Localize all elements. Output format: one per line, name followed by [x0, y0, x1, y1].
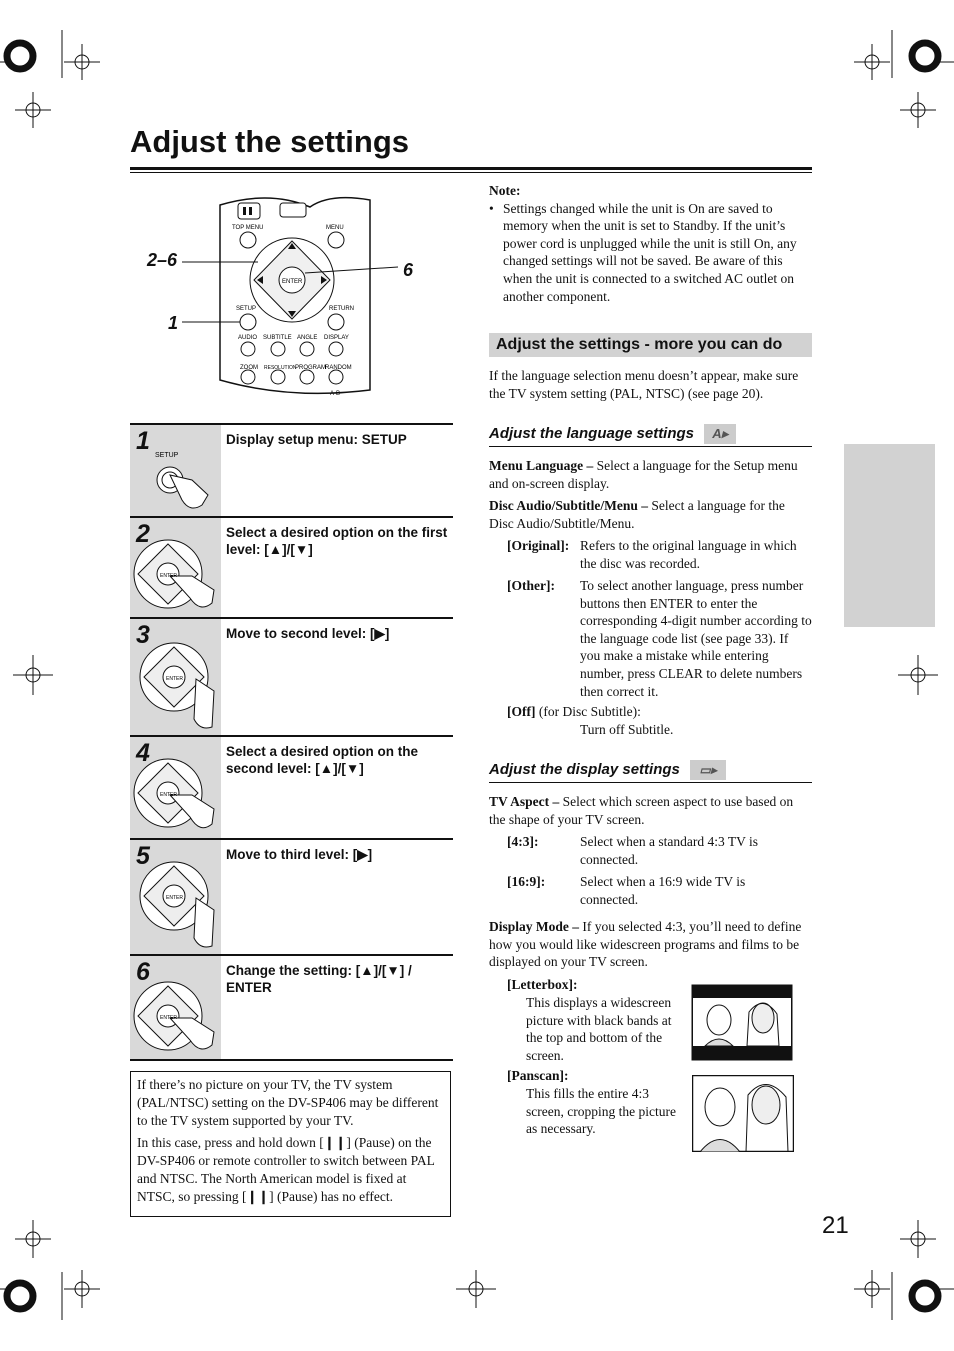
callout-six: 6	[403, 260, 414, 280]
callout-one: 1	[168, 313, 179, 333]
pal-ntsc-paragraph-1: If there’s no picture on your TV, the TV system (PAL/NTSC) setting on the DV-SP406 may be different to the TV system supported by your TV.	[137, 1077, 439, 1128]
zoom-label: ZOOM	[240, 365, 258, 371]
step-number: 4	[136, 739, 150, 767]
language-options	[489, 537, 812, 737]
pal-ntsc-paragraph-2: In this case, press and hold down [❙❙] (Pause) on the DV-SP406 or remote controller to switch between PAL and NTSC. The North American model is fixed at NTSC, so pressing [❙❙] (Pause) has no effect.	[137, 1135, 435, 1204]
aspect-169-text: Select when a 16:9 wide TV is connected.	[580, 874, 746, 907]
program-label: PROGRAM	[295, 365, 327, 371]
disc-audio-label: Disc Audio/Subtitle/Menu –	[489, 498, 649, 513]
menu-language-label: Menu Language –	[489, 458, 594, 473]
aspect-169-label: [16:9]:	[507, 874, 546, 889]
note-bullet-text: Settings changed while the unit is On are saved to memory when the unit is set to Standby. If the unit’s power cord is unplugged while the unit is still On, any changed settings will not be saved. Be aware of this when the unit is connected to a switched AC outlet on another component.	[503, 200, 797, 304]
random-label: RANDOM	[325, 365, 352, 371]
off-label: [Off]	[507, 704, 536, 719]
step-icon-label: SETUP	[155, 452, 179, 459]
step-icon-label: ENTER	[166, 676, 183, 682]
page-number: 21	[822, 1212, 849, 1239]
off-line	[507, 703, 641, 721]
aspect-43-text: Select when a standard 4:3 TV is connected.	[580, 834, 758, 867]
menu-label: MENU	[326, 225, 344, 231]
angle-label: ANGLE	[297, 335, 318, 341]
audio-label: AUDIO	[238, 335, 258, 341]
note-heading: Note:	[489, 183, 521, 198]
step-5	[130, 840, 453, 956]
menu-language-text: Select a language for the Setup menu and on-screen display.	[489, 458, 798, 491]
steps-table	[130, 423, 453, 1061]
step-icon-label: ENTER	[160, 1015, 177, 1021]
step-text: Select a desired option on the second level: [▲]/[▼]	[226, 744, 419, 776]
callout-range: 2–6	[147, 250, 178, 270]
tv-screen-icon: ▭▸	[690, 760, 726, 780]
other-label: [Other]:	[507, 578, 555, 593]
panscan-illustration	[692, 1075, 794, 1152]
page-title: Adjust the settings	[130, 124, 410, 159]
step-2	[130, 518, 453, 619]
step-number: 3	[136, 621, 150, 649]
step-number: 5	[136, 842, 150, 870]
pal-ntsc-box	[130, 1071, 451, 1217]
disc-audio	[489, 497, 812, 532]
step-text: Move to second level: [▶]	[226, 626, 390, 641]
panscan-text: This fills the entire 4:3 screen, cropping the picture as necessary.	[526, 1086, 676, 1137]
step-text: Display setup menu: SETUP	[226, 432, 407, 447]
note-bullet	[489, 200, 812, 306]
display-mode-label: Display Mode –	[489, 919, 580, 934]
top-menu-label: TOP MENU	[232, 225, 264, 231]
step-icon-label: ENTER	[166, 895, 183, 901]
letterbox-illustration	[691, 984, 793, 1061]
display-heading-bar	[489, 760, 812, 783]
other-text: To select another language, press number buttons then ENTER to enter the corresponding 4-digit number according to the language code list (see page 33). If you make a mistake while entering number, press CLEAR to delete numbers then correct it.	[580, 578, 812, 699]
display-label: DISPLAY	[324, 335, 349, 341]
off-suffix: (for Disc Subtitle):	[535, 704, 641, 719]
step-1	[130, 425, 453, 518]
original-text: Refers to the original language in which the disc was recorded.	[580, 538, 797, 571]
step-text: Move to third level: [▶]	[226, 847, 373, 862]
chapter-tab	[844, 444, 935, 627]
note-block	[489, 182, 812, 305]
more-section-heading: Adjust the settings - more you can do	[489, 333, 812, 357]
aspect-options	[489, 833, 812, 913]
step-number: 6	[136, 958, 150, 986]
letterbox-text: This displays a widescreen picture with black bands at the top and bottom of the screen.	[526, 995, 672, 1063]
display-mode	[489, 918, 812, 971]
title-rule	[130, 167, 812, 170]
step-number: 2	[136, 520, 150, 548]
enter-label: ENTER	[282, 279, 303, 285]
display-mode-text: If you selected 4:3, you’ll need to define how you would like widescreen programs and films to be displayed on your TV screen.	[489, 919, 802, 970]
display-heading: Adjust the display settings	[489, 760, 680, 778]
language-icon: A▸	[704, 424, 736, 444]
off-text: Turn off Subtitle.	[580, 722, 674, 737]
setup-label: SETUP	[236, 306, 257, 312]
panscan-label: [Panscan]:	[507, 1068, 569, 1083]
remote-drawing	[130, 185, 452, 400]
tv-aspect-text: Select which screen aspect to use based on the shape of your TV screen.	[489, 794, 794, 827]
title-rule-thin	[130, 172, 812, 173]
step-4	[130, 737, 453, 840]
subtitle-label: SUBTITLE	[263, 335, 292, 341]
language-heading-bar	[489, 424, 812, 447]
return-label: RETURN	[329, 306, 354, 312]
step-number: 1	[136, 427, 150, 455]
original-label: [Original]:	[507, 538, 570, 553]
more-section-intro: If the language selection menu doesn’t appear, make sure the TV system setting (PAL, NTSC) (see page 20).	[489, 368, 799, 401]
step-icon-label: ENTER	[160, 792, 177, 798]
menu-language	[489, 457, 812, 492]
tv-aspect-label: TV Aspect –	[489, 794, 560, 809]
letterbox-label: [Letterbox]:	[507, 977, 578, 992]
resolution-label: RESOLUTION	[264, 365, 297, 371]
bullet-dot: •	[489, 200, 494, 216]
tv-aspect	[489, 793, 812, 828]
remote-illustration	[130, 185, 452, 400]
step-text: Select a desired option on the first level: [▲]/[▼]	[226, 525, 448, 557]
language-heading: Adjust the language settings	[489, 424, 695, 442]
step-3	[130, 619, 453, 737]
ab-label: A-B	[330, 391, 341, 397]
step-text: Change the setting: [▲]/[▼] / ENTER	[226, 963, 412, 995]
step-icon-label: ENTER	[160, 573, 177, 579]
aspect-43-label: [4:3]:	[507, 834, 539, 849]
step-6	[130, 956, 453, 1061]
disc-audio-text: Select a language for the Disc Audio/Subtitle/Menu.	[489, 498, 785, 531]
